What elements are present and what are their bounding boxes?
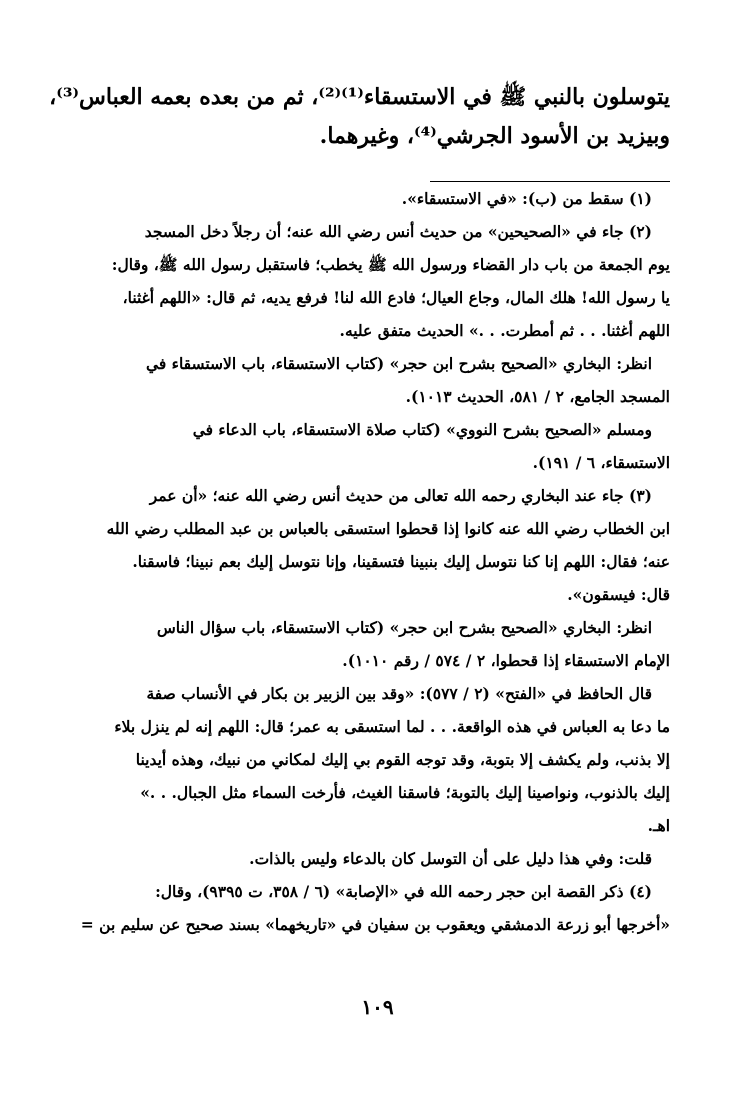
footnote-line: (٤) ذكر القصة ابن حجر رحمه الله في «الإصابة» (٦ / ٣٥٨، ت ٩٣٩٥)، وقال:: [155, 882, 652, 901]
footnote-line: قال: فيسقون».: [567, 585, 670, 604]
footnote-line: (١) سقط من (ب): «في الاستسقاء».: [401, 189, 652, 208]
footnote-line: يا رسول الله! هلك المال، وجاع العيال؛ فادع الله لنا! فرفع يديه، ثم قال: «اللهم أغثنا،: [122, 288, 670, 307]
footnote-line: ابن الخطاب رضي الله عنه كانوا إذا قحطوا استسقى بالعباس بن عبد المطلب رضي الله: [106, 519, 670, 538]
footnote-line: ما دعا به العباس في هذه الواقعة. . . لما استسقى به عمر؛ قال: اللهم إنه لم ينزل بلاء: [114, 717, 670, 736]
main-text: [49, 78, 670, 156]
footnote-line: ومسلم «الصحيح بشرح النووي» (كتاب صلاة الاستسقاء، باب الدعاء في: [192, 420, 652, 439]
footnote-line: اللهم أغثنا. . . ثم أمطرت. . .» الحديث متفق عليه.: [339, 321, 670, 340]
main-text-line: وبيزيد بن الأسود الجرشي⁽⁴⁾، وغيرهما.: [319, 123, 670, 149]
footnote-line: الاستسقاء، ٦ / ١٩١).: [532, 453, 670, 472]
page-number: ١٠٩: [361, 995, 394, 1019]
footnote-line: (٢) جاء في «الصحيحين» من حديث أنس رضي الله عنه؛ أن رجلاً دخل المسجد: [144, 222, 652, 241]
footnote-line: اهـ.: [647, 816, 670, 835]
footnote-line: (٣) جاء عند البخاري رحمه الله تعالى من حديث أنس رضي الله عنه؛ «أن عمر: [149, 486, 652, 505]
footnote-line: المسجد الجامع، ٢ / ٥٨١، الحديث ١٠١٣).: [405, 387, 670, 406]
footnote-line: انظر: البخاري «الصحيح بشرح ابن حجر» (كتاب الاستسقاء، باب الاستسقاء في: [145, 354, 652, 373]
footnote-line: يوم الجمعة من باب دار القضاء ورسول الله ﷺ يخطب؛ فاستقبل رسول الله ﷺ، وقال:: [111, 255, 670, 274]
footnote-line: «أخرجها أبو زرعة الدمشقي ويعقوب بن سفيان في «تاريخهما» بسند صحيح عن سليم بن =: [80, 915, 670, 934]
footnote-line: إليك بالذنوب، ونواصينا إليك بالتوبة؛ فاسقنا الغيث، فأرخت السماء مثل الجبال. . .»: [140, 783, 670, 802]
footnote-line: انظر: البخاري «الصحيح بشرح ابن حجر» (كتاب الاستسقاء، باب سؤال الناس: [156, 618, 652, 637]
footnote-line: إلا بذنب، ولم يكشف إلا بتوبة، وقد توجه القوم بي إليك لمكاني من نبيك، وهذه أيدينا: [135, 750, 670, 769]
footnote-line: قلت: وفي هذا دليل على أن التوسل كان بالدعاء وليس بالذات.: [249, 849, 652, 868]
footnote-line: عنه؛ فقال: اللهم إنا كنا نتوسل إليك بنبينا فتسقينا، وإنا نتوسل إليك بعم نبينا؛ فاسقنا.: [132, 552, 670, 571]
main-text-line: يتوسلون بالنبي ﷺ في الاستسقاء⁽¹⁾⁽²⁾، ثم من بعده بعمه العباس⁽³⁾،: [49, 84, 670, 110]
footnotes: [60, 182, 670, 941]
footnote-line: قال الحافظ في «الفتح» (٢ / ٥٧٧): «وقد بين الزبير بن بكار في الأنساب صفة: [146, 684, 652, 703]
footnote-line: الإمام الاستسقاء إذا قحطوا، ٢ / ٥٧٤ / رقم ١٠١٠).: [342, 651, 670, 670]
